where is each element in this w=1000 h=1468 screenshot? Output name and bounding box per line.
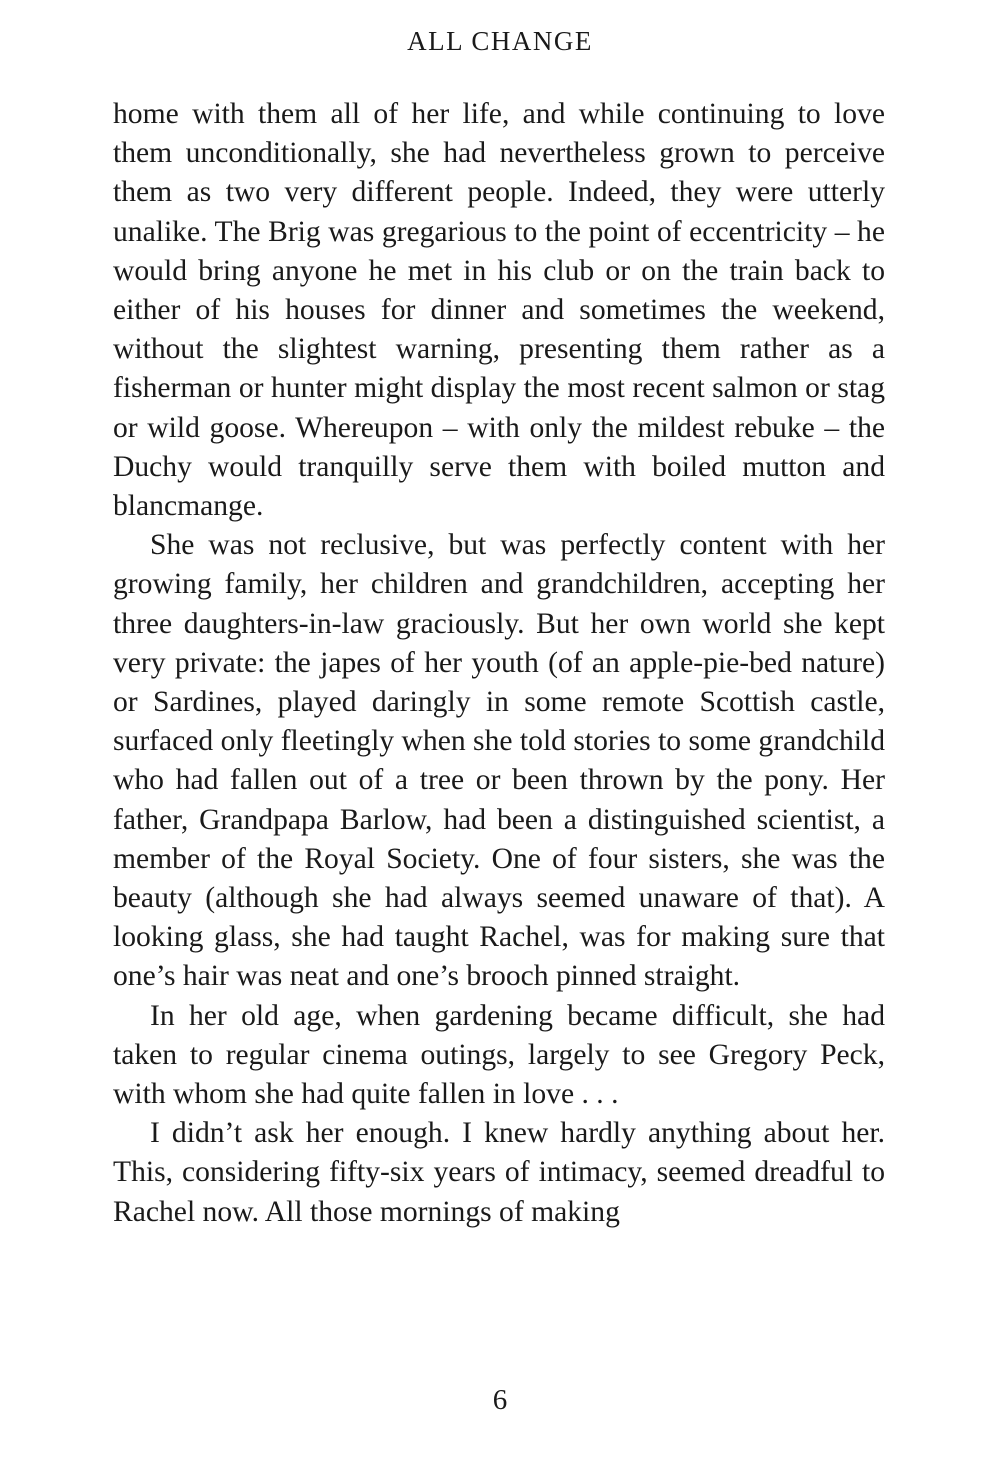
page-number: 6: [492, 1384, 508, 1416]
paragraph-3: In her old age, when gardening became difficult, she had taken to regular cinema outings, largely to see Gregory Peck, with whom she had quite fallen in love . . .: [113, 999, 885, 1111]
paragraph-1: home with them all of her life, and while continuing to love them unconditionally, she had nevertheless grown to perceive them as two very different people. Indeed, they were utterly unalike. The Brig was gregarious to the point of eccentricity – he would bring anyone he met in his club or on the train back to either of his houses for dinner and sometimes the weekend, without the slightest warning, presenting them rather as a fisherman or hunter might display the most recent salmon or stag or wild goose. Whereupon – with only the mildest rebuke – the Duchy would tranquilly serve them with boiled mutton and blancmange.: [113, 98, 885, 523]
body-text: [113, 95, 885, 1232]
paragraph-2: She was not reclusive, but was perfectly content with her growing family, her children and grandchildren, accepting her three daughters-in-law graciously. But her own world she kept very private: the japes of her youth (of an apple-pie-bed nature) or Sardines, played daringly in some remote Scottish castle, surfaced only fleetingly when she told stories to some grandchild who had fallen out of a tree or been thrown by the pony. Her father, Grandpapa Barlow, had been a distinguished scientist, a member of the Royal Society. One of four sisters, she was the beauty (although she had always seemed unaware of that). A looking glass, she had taught Rachel, was for making sure that one’s hair was neat and one’s brooch pinned straight.: [113, 529, 885, 993]
paragraph-4: I didn’t ask her enough. I knew hardly anything about her. This, considering fifty-six years of intimacy, seemed dreadful to Rachel now. All those mornings of making: [113, 1117, 885, 1228]
running-title: ALL CHANGE: [407, 26, 593, 56]
